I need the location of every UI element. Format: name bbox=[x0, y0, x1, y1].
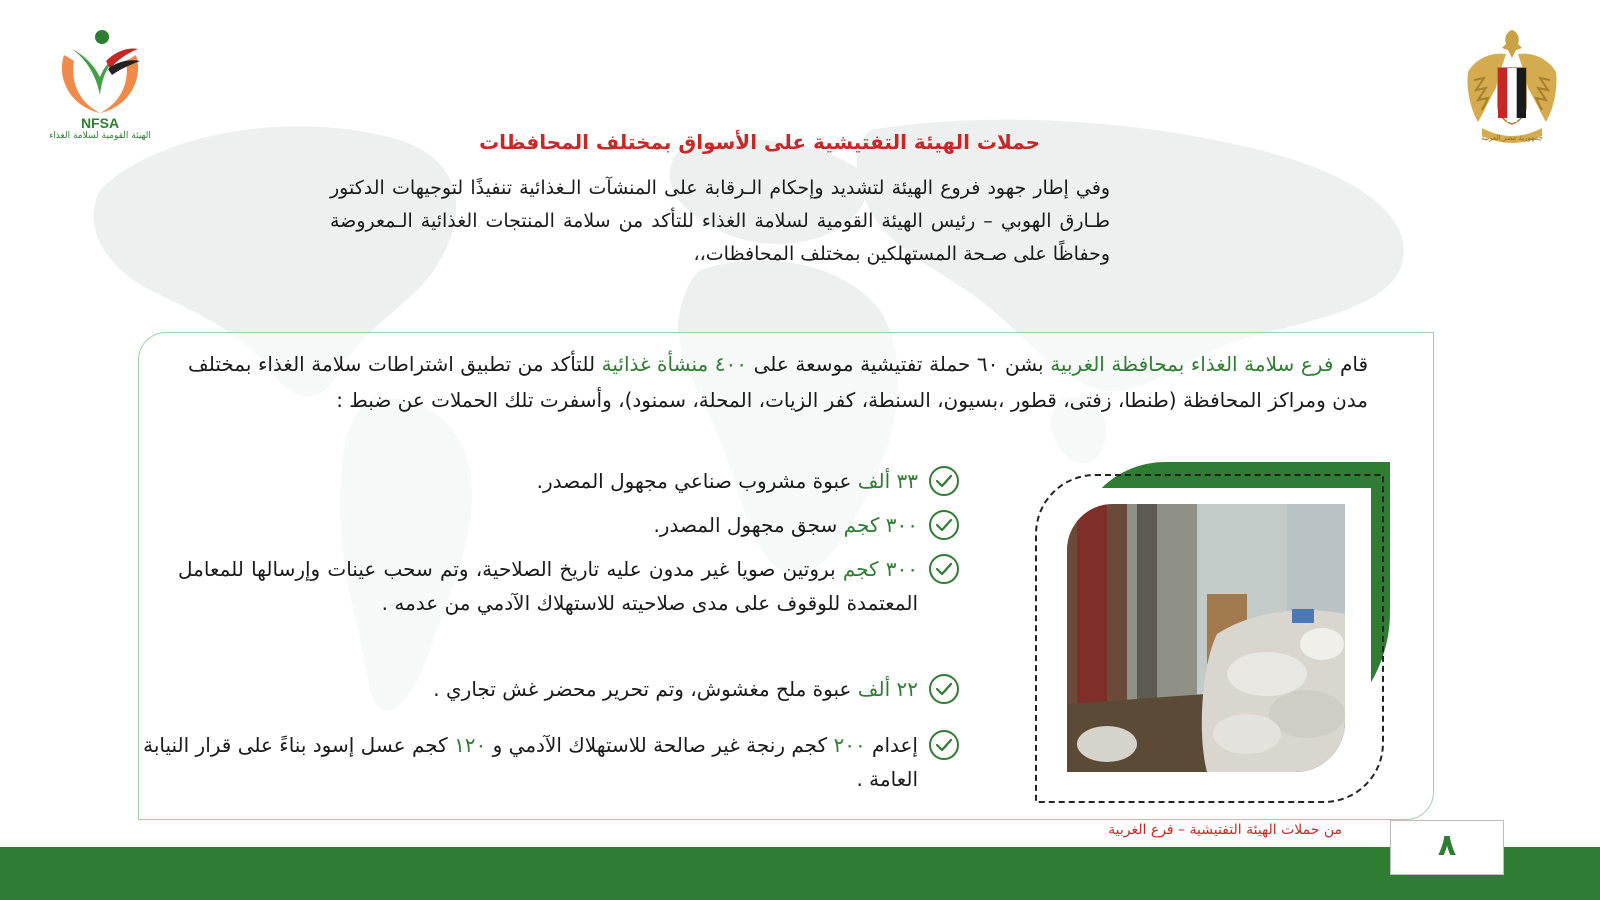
check-circle-icon bbox=[928, 553, 960, 585]
footer-bar bbox=[0, 847, 1600, 900]
nfsa-abbr: NFSA bbox=[80, 115, 120, 131]
finding-item bbox=[537, 464, 960, 498]
finding-item bbox=[140, 728, 960, 796]
finding-text: عبوة ملح مغشوش، وتم تحرير محضر غش تجاري . bbox=[433, 677, 858, 701]
photo-frame bbox=[1035, 462, 1390, 802]
finding-quantity: ٢٢ ألف bbox=[857, 677, 918, 701]
finding-text-post: كجم عسل إسود بناءً على قرار النيابة العامة . bbox=[143, 733, 918, 791]
warehouse-photo-illustration bbox=[1067, 504, 1345, 772]
page-number: ٨ bbox=[1390, 820, 1504, 875]
finding-text: بروتين صويا غير مدون عليه تاريخ الصلاحية، وتم سحب عينات وإرسالها للمعامل المعتمدة للوقوف على مدى صلاحيته للاستهلاك الآدمي من عدمه . bbox=[178, 557, 918, 615]
check-circle-icon bbox=[928, 673, 960, 705]
finding-text: عبوة مشروب صناعي مجهول المصدر. bbox=[536, 469, 858, 493]
finding-item bbox=[170, 552, 960, 620]
inspection-photo bbox=[1067, 504, 1345, 772]
finding-quantity: ٢٠٠ bbox=[833, 733, 866, 757]
finding-quantity-2: ١٢٠ bbox=[454, 733, 487, 757]
emblem-caption: جمهورية مصر العربية bbox=[1481, 134, 1543, 142]
campaign-summary bbox=[188, 346, 1368, 418]
photo-caption: من حملات الهيئة التفتيشية – فرع الغربية bbox=[1108, 822, 1342, 838]
finding-quantity: ٣٠٠ كجم bbox=[843, 513, 918, 537]
finding-item bbox=[433, 672, 960, 706]
check-circle-icon bbox=[928, 729, 960, 761]
nfsa-full-name: الهيئة القومية لسلامة الغذاء bbox=[49, 131, 151, 141]
summary-text-2: بشن ٦٠ حملة تفتيشية موسعة على bbox=[747, 352, 1051, 376]
summary-facilities: ٤٠٠ منشأة غذائية bbox=[601, 352, 748, 376]
finding-quantity: ٣٣ ألف bbox=[857, 469, 918, 493]
finding-text: سجق مجهول المصدر. bbox=[653, 513, 844, 537]
slide-title: حملات الهيئة التفتيشية على الأسواق بمختلف المحافظات bbox=[479, 130, 1040, 154]
nfsa-hands-icon bbox=[50, 25, 150, 117]
egypt-eagle-emblem bbox=[1462, 28, 1562, 150]
intro-paragraph: وفي إطار جهود فروع الهيئة لتشديد وإحكام الـرقابة على المنشآت الـغذائية تنفيذًا لتوجيهات الدكتور طـارق الهوبي – رئيس الهيئة القومية لسلامة الغذاء للتأكد من سلامة المنتجات الغذائية الـمعروضة وحفاظًا على صـحة المستهلكين بمختلف المحافظات،، bbox=[330, 177, 1110, 265]
finding-text-pre: إعدام bbox=[865, 733, 918, 757]
summary-branch: فرع سلامة الغذاء بمحافظة الغربية bbox=[1050, 352, 1334, 376]
summary-text-3: للتأكد من تطبيق اشتراطات سلامة الغذاء بمختلف مدن ومراكز المحافظة (طنطا، زفتى، قطور ،بسيون، السنطة، كفر الزيات، المحلة، سمنود)، وأسفرت تلك الحملات عن ضبط : bbox=[188, 352, 1368, 412]
finding-item bbox=[653, 508, 960, 542]
nfsa-logo bbox=[40, 25, 160, 160]
check-circle-icon bbox=[928, 509, 960, 541]
finding-quantity: ٣٠٠ كجم bbox=[842, 557, 918, 581]
check-circle-icon bbox=[928, 465, 960, 497]
finding-text-mid: كجم رنجة غير صالحة للاستهلاك الآدمي و bbox=[486, 733, 834, 757]
summary-text-1: قام bbox=[1333, 352, 1369, 376]
